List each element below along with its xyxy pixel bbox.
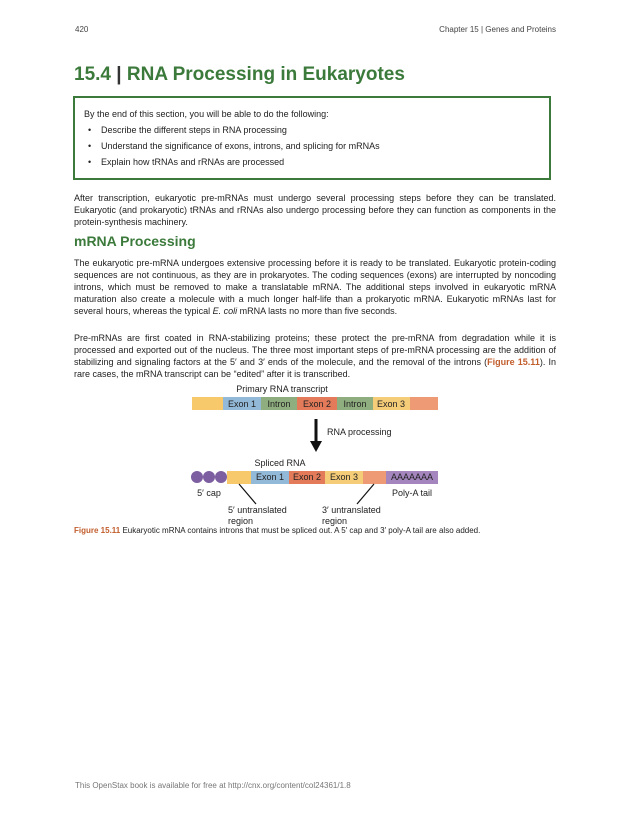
primary-transcript-label: Primary RNA transcript — [236, 384, 328, 394]
utr-segment — [192, 397, 223, 410]
tail-label: Poly-A tail — [391, 488, 433, 498]
utr5-callout-line — [239, 484, 256, 504]
intro-paragraph: After transcription, eukaryotic pre-mRNAs must undergo several processing steps before they can be translated. Eukaryotic (and prokaryotic) tRNAs and rRNAs also undergo processing before they can function as components in the protein-synthesis machinery. — [74, 193, 556, 227]
poly-a-sequence: AAAAAAA — [390, 472, 434, 482]
caption-text: Eukaryotic mRNA contains introns that must be spliced out. A 5′ cap and 3′ poly-A tail are also added. — [120, 526, 481, 535]
paragraph-text: mRNA lasts no more than five seconds. — [237, 306, 398, 316]
utr5-segment — [227, 471, 251, 484]
page-footer: This OpenStax book is available for free at http://cnx.org/content/col24361/1.8 — [75, 781, 351, 790]
utr-segment — [410, 397, 438, 410]
section-title-text: RNA Processing in Eukaryotes — [126, 64, 405, 85]
utr5-label: 5′ untranslated — [228, 505, 287, 515]
objective-item: • Explain how tRNAs and rRNAs are processed — [84, 154, 380, 170]
utr3-label: region — [322, 516, 348, 526]
species-name: E. coli — [212, 306, 238, 316]
body-paragraph-1 — [74, 257, 556, 317]
objective-item: • Understand the significance of exons, introns, and splicing for mRNAs — [84, 138, 380, 154]
learning-objectives-box — [73, 96, 551, 180]
subsection-heading: mRNA Processing — [74, 233, 196, 249]
cap-circle — [191, 471, 203, 483]
utr3-segment — [363, 471, 386, 484]
objective-item: • Describe the different steps in RNA processing — [84, 122, 380, 138]
body-paragraph-2 — [74, 332, 556, 380]
cap-label: 5′ cap — [197, 488, 221, 498]
utr5-label: region — [228, 516, 254, 526]
figure-caption — [74, 526, 556, 535]
paragraph-text: ). In rare cases, the mRNA transcript can be “edited” after it is transcribed. — [74, 357, 556, 379]
objectives-intro: By the end of this section, you will be able to do the following: — [84, 109, 329, 119]
section-number: 15.4 — [74, 64, 111, 85]
section-title — [74, 64, 405, 86]
segment-label: Exon 2 — [302, 399, 332, 409]
cap-circle — [215, 471, 227, 483]
caption-label: Figure 15.11 — [74, 526, 121, 535]
page-number: 420 — [75, 25, 89, 34]
objectives-list — [84, 122, 380, 170]
segment-label: Intron — [267, 399, 291, 409]
segment-label: Exon 3 — [329, 472, 359, 482]
segment-label: Exon 2 — [292, 472, 322, 482]
segment-label: Exon 1 — [255, 472, 285, 482]
segment-label: Exon 3 — [376, 399, 406, 409]
figure-link[interactable]: Figure 15.11 — [487, 357, 540, 367]
segment-label: Intron — [343, 399, 367, 409]
arrow-head-icon — [310, 441, 322, 452]
rna-processing-figure — [0, 378, 630, 528]
utr3-label: 3′ untranslated — [322, 505, 381, 515]
utr3-callout-line — [357, 484, 374, 504]
cap-circle — [203, 471, 215, 483]
spliced-rna-label: Spliced RNA — [254, 458, 306, 468]
paragraph-text: The eukaryotic pre-mRNA undergoes extensive processing before it is ready to be translated. Eukaryotic protein-coding sequences are not continuous, as they are in prokaryotes. The coding sequences (exons) are interrupted by noncoding introns, which must be removed to make a translatable mRNA. The additional steps involved in eukaryotic mRNA maturation also create a molecule with a much longer half-life than a prokaryotic mRNA. Eukaryotic mRNAs last for several hours, whereas the typical — [74, 258, 556, 316]
paragraph-text: Pre-mRNAs are first coated in RNA-stabilizing proteins; these protect the pre-mRNA from degradation while it is processed and exported out of the nucleus. The three most important steps of pre-mRNA processing are the addition of stabilizing and signaling factors at the 5′ and 3′ ends of the molecule, and the removal of the introns ( — [74, 333, 556, 367]
title-separator: | — [116, 64, 122, 85]
processing-label: RNA processing — [327, 427, 392, 437]
running-header: Chapter 15 | Genes and Proteins — [439, 25, 556, 34]
segment-label: Exon 1 — [227, 399, 257, 409]
